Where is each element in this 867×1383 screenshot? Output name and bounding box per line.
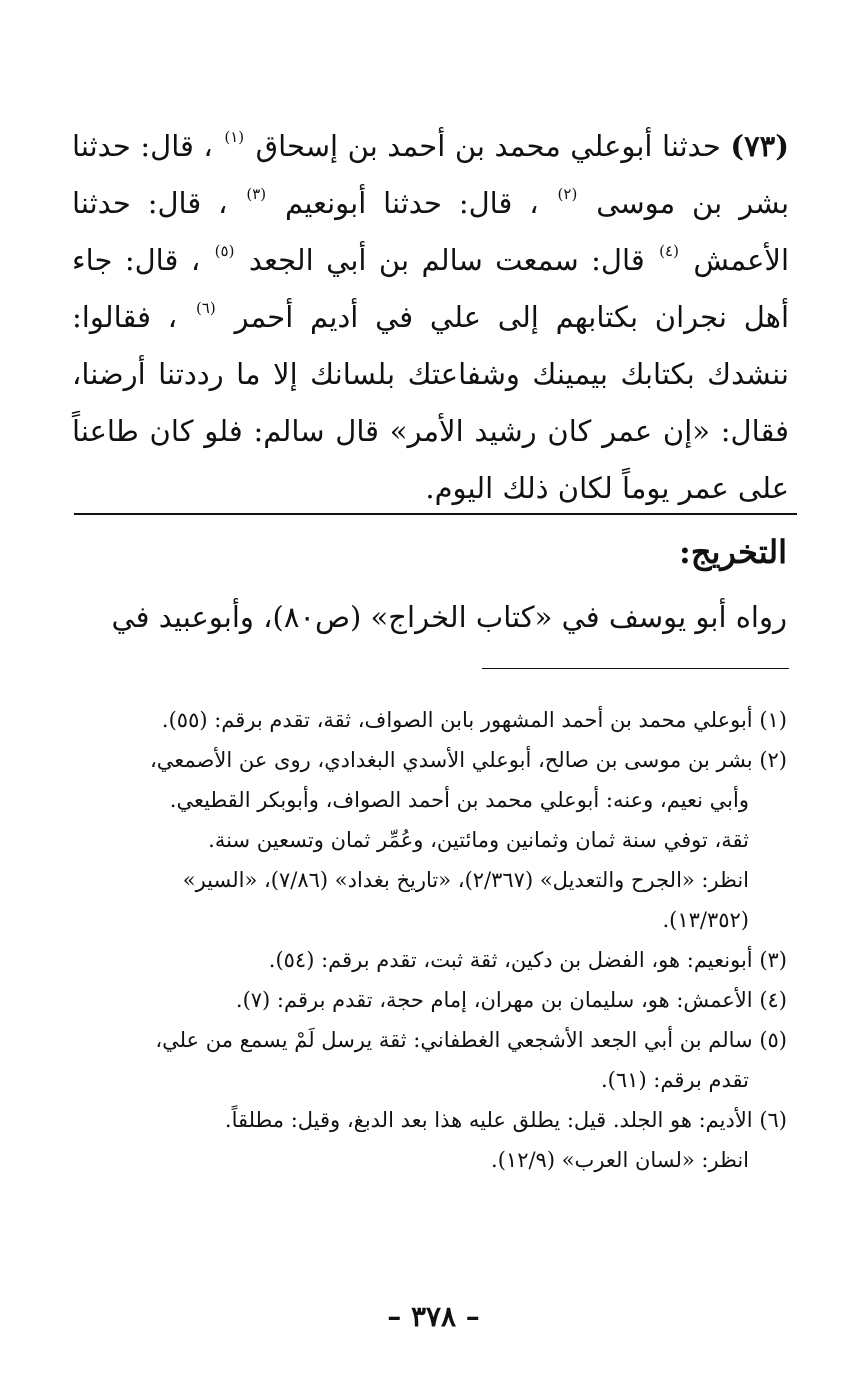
footnote-marker[interactable]: (٤): [659, 242, 679, 260]
section-heading: التخريج:: [679, 533, 787, 571]
footnote-5: (٥) سالم بن أبي الجعد الأشجعي الغطفاني: ثقة يرسل لَمْ يسمع من علي،: [155, 1028, 787, 1052]
footnote-marker[interactable]: (١): [224, 128, 245, 146]
footnote-2-cont: وأبي نعيم، وعنه: أبوعلي محمد بن أحمد الصواف، وأبوبكر القطيعي.: [169, 788, 749, 812]
footnote-5-cont: تقدم برقم: (٦١).: [601, 1068, 749, 1092]
footnote-2-cont: ثقة، توفي سنة ثمان وثمانين ومائتين، وعُمِّر ثمان وتسعين سنة.: [208, 828, 749, 852]
footnote-2-refs: (١٣/٣٥٢).: [662, 908, 749, 932]
hadith-segment: ، قال: حدثنا أبونعيم: [285, 186, 539, 220]
takhrij-text: رواه أبو يوسف في «كتاب الخراج» (ص٨٠)، وأبوعبيد في: [111, 600, 787, 634]
hadith-segment: ، قال: جاء أهل نجران بكتابهم إلى علي في أديم أحمر: [72, 243, 790, 334]
hadith-segment: ، فقالوا: ننشدك بكتابك بيمينك وشفاعتك بلسانك إلا ما رددتنا أرضنا، فقال: «إن عمر كان رشيد الأمر» قال سالم: فلو كان طاعناً على عمر يوماً لكان ذلك اليوم.: [72, 300, 789, 505]
hadith-segment: ، قال: حدثنا الأعمش: [72, 186, 790, 277]
footnote-2: (٢) بشر بن موسى بن صالح، أبوعلي الأسدي البغدادي، روى عن الأصمعي،: [149, 748, 787, 772]
footnote-divider: [482, 668, 789, 669]
section-divider: [74, 513, 797, 515]
footnote-2-refs: انظر: «الجرح والتعديل» (٢/٣٦٧)، «تاريخ بغداد» (٧/٨٦)، «السير»: [182, 868, 749, 892]
page-number: – ٣٧٨ –: [387, 1300, 480, 1333]
hadith-segment: قال: سمعت سالم بن أبي الجعد: [248, 243, 645, 277]
footnote-marker[interactable]: (٦): [195, 299, 216, 317]
footnote-marker[interactable]: (٢): [557, 185, 578, 203]
hadith-segment: ، قال: حدثنا بشر بن موسى: [72, 129, 790, 220]
footnote-marker[interactable]: (٣): [246, 185, 267, 203]
footnotes: [70, 700, 787, 1180]
footnote-3: (٣) أبونعيم: هو، الفضل بن دكين، ثقة ثبت، تقدم برقم: (٥٤).: [268, 948, 787, 972]
footnote-6-cont: انظر: «لسان العرب» (١٢/٩).: [491, 1148, 749, 1172]
hadith-number: (٧٣): [730, 129, 789, 163]
footnote-4: (٤) الأعمش: هو، سليمان بن مهران، إمام حجة، تقدم برقم: (٧).: [235, 988, 787, 1012]
hadith-text: [72, 118, 789, 517]
hadith-segment: حدثنا أبوعلي محمد بن أحمد بن إسحاق: [255, 129, 721, 163]
footnote-marker[interactable]: (٥): [214, 242, 235, 260]
footnote-1: (١) أبوعلي محمد بن أحمد المشهور بابن الصواف، ثقة، تقدم برقم: (٥٥).: [161, 708, 787, 732]
footnote-6: (٦) الأديم: هو الجلد. قيل: يطلق عليه هذا بعد الدبغ، وقيل: مطلقاً.: [224, 1108, 787, 1132]
